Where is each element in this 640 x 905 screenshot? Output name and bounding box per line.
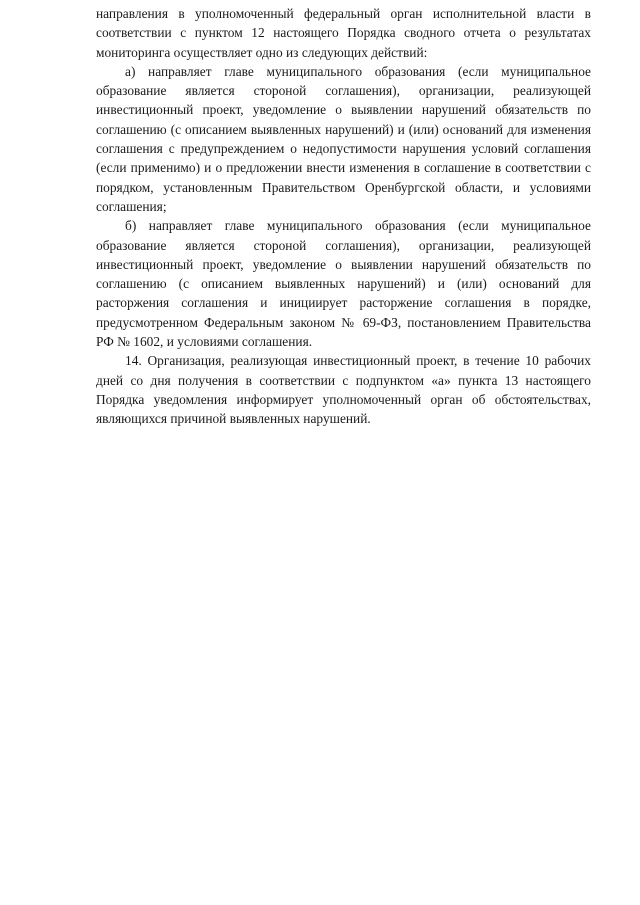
- paragraph-item-b: б) направляет главе муниципального образования (если муниципальное образование является стороной соглашения), организации, реализующей инвестиционный проект, уведомление о выявлении нарушений обязательств по соглашению (с описанием выявленных нарушений) и (или) оснований для расторжения соглашения и инициирует расторжение соглашения в порядке, предусмотренном Федеральным законом № 69-ФЗ, постановлением Правительства РФ № 1602, и условиями соглашения.: [96, 218, 591, 350]
- paragraph-item-a: а) направляет главе муниципального образования (если муниципальное образование является стороной соглашения), организации, реализующей инвестиционный проект, уведомление о выявлении нарушений обязательств по соглашению (с описанием выявленных нарушений) и (или) оснований для изменения соглашения с предупреждением о недопустимости нарушения условий соглашения (если применимо) и о предложении внести изменения в соглашение в соответствии с порядком, установленным Правительством Оренбургской области, и условиями соглашения;: [96, 63, 591, 214]
- paragraph-item-14: 14. Организация, реализующая инвестиционный проект, в течение 10 рабочих дней со дня получения в соответствии с подпунктом «а» пункта 13 настоящего Порядка уведомления информирует уполномоченный орган об обстоятельствах, являющихся причиной выявленных нарушений.: [96, 353, 591, 427]
- document-body: [96, 4, 591, 429]
- paragraph-intro: направления в уполномоченный федеральный орган исполнительной власти в соответствии с пунктом 12 настоящего Порядка сводного отчета о результатах мониторинга осуществляет одно из следующих действий:: [96, 6, 591, 60]
